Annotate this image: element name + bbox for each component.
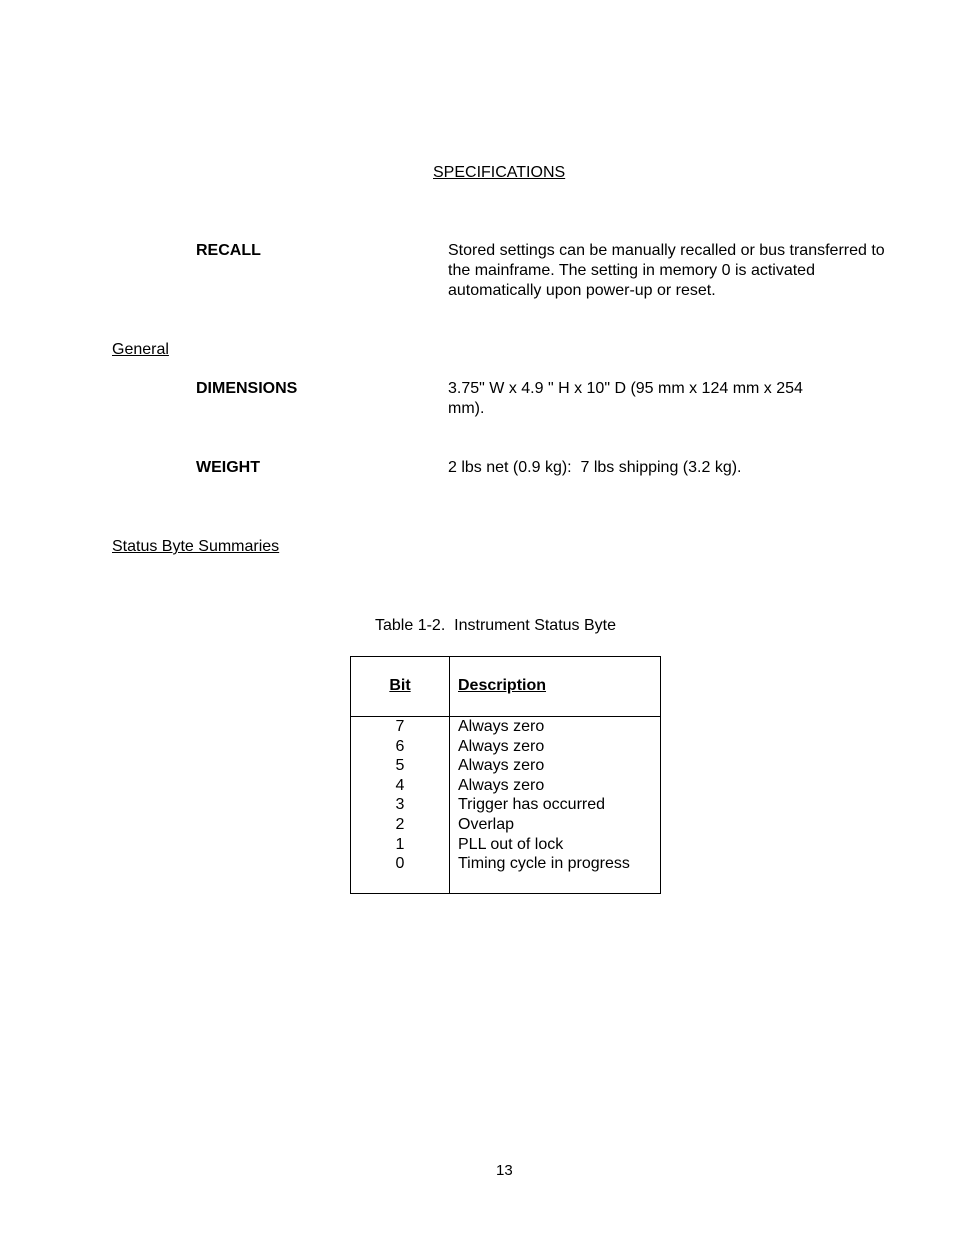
table-row [351,815,660,835]
description-cell: Always zero [458,718,545,735]
table-row [351,737,660,757]
dimensions-value: 3.75" W x 4.9 " H x 10" D (95 mm x 124 mm x 254 mm). [448,380,803,417]
recall-label: RECALL [196,242,261,259]
bit-cell: 3 [395,796,405,814]
table-row [351,854,660,874]
bit-cell: 2 [395,815,405,833]
status-section-title: Status Byte Summaries [112,538,280,555]
table-header-description: Description [458,677,547,694]
description-cell: Overlap [458,815,515,833]
bit-cell: 0 [395,855,405,873]
bit-cell: 1 [395,835,405,853]
page-heading: SPECIFICATIONS [433,164,566,181]
bit-cell: 7 [395,718,405,735]
description-cell: Always zero [458,757,545,775]
table-caption: Table 1-2. Instrument Status Byte [375,617,617,634]
table-row [351,776,660,796]
table-header-bit: Bit [389,677,411,694]
weight-label: WEIGHT [196,459,260,476]
description-cell: Always zero [458,776,545,794]
table-row [351,717,660,737]
bit-cell: 5 [395,757,405,775]
page-number: 13 [496,1162,513,1179]
table-body [351,717,660,874]
table-row [351,835,660,855]
general-section-title: General [112,341,169,358]
description-cell: Always zero [458,737,545,755]
weight-value: 2 lbs net (0.9 kg): 7 lbs shipping (3.2 kg). [448,459,742,476]
bit-cell: 4 [395,776,405,794]
description-cell: PLL out of lock [458,835,564,853]
bit-cell: 6 [395,737,405,755]
description-cell: Timing cycle in progress [458,855,630,873]
table-row [351,795,660,815]
dimensions-label: DIMENSIONS [196,380,298,397]
table-row [351,756,660,776]
recall-description: Stored settings can be manually recalled or bus transferred to the mainframe. The setting in memory 0 is activated automatically upon power-up or reset. [448,242,885,299]
description-cell: Trigger has occurred [458,796,606,814]
status-byte-table [350,656,661,894]
